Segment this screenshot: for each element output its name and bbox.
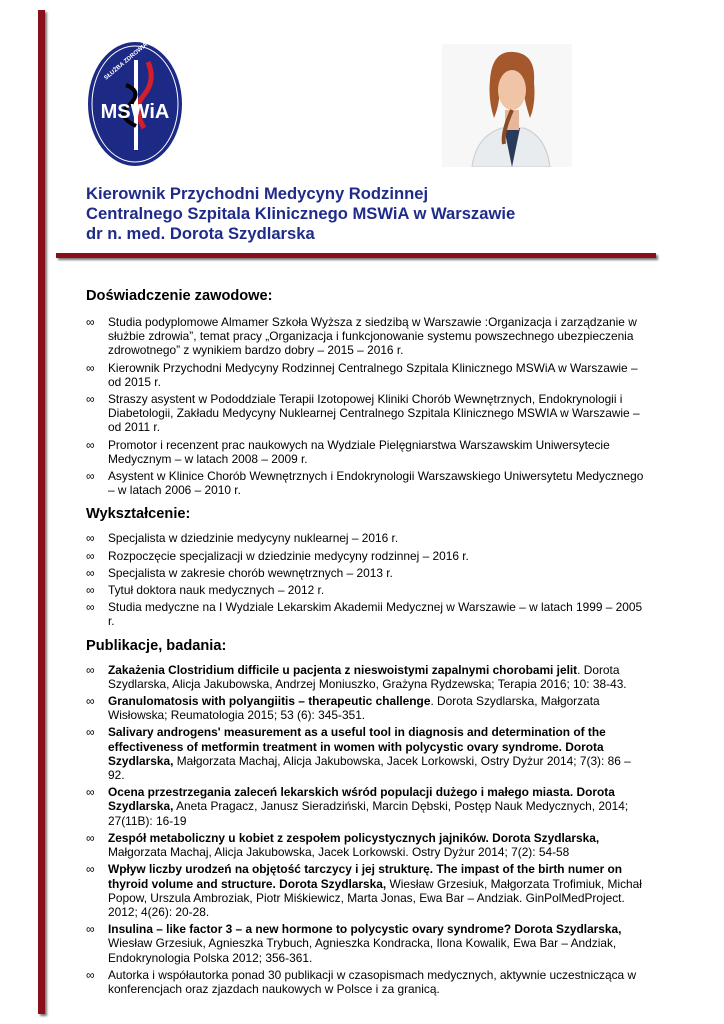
bullet-icon: ∞ [86,315,95,329]
publication-details: Małgorzata Machaj, Alicja Jakubowska, Jacek Lorkowski. Ostry Dyżur 2014; 7(2): 54-58 [108,845,570,860]
education-item-text: Tytuł doktora nauk medycznych – 2012 r. [108,583,325,598]
publication-details: Wiesław Grzesiuk, Agnieszka Trybuch, Agnieszka Kondracka, Ilona Kowalik, Ewa Bar – Andziak, Endokrynologia Polska 2012; 356-361. [108,936,617,965]
education-item-text: Specjalista w zakresie chorób wewnętrznych – 2013 r. [108,565,393,580]
publication-details: Małgorzata Machaj, Alicja Jakubowska, Jacek Lorkowski, Ostry Dyżur 2014; 7(3): 86 – 92. [108,753,631,783]
bullet-icon: ∞ [86,548,95,563]
publication-title: Insulina – like factor 3 – a new hormone to polycystic ovary syndrome? Dorota Szydlarska, [108,922,622,937]
experience-item [86,392,646,435]
doctor-portrait-photo [442,44,572,167]
publication-title: Ocena przestrzegania zaleceń lekarskich wśród populacji dużego i małego miasta. Dorota Szydlarska, [108,785,615,814]
bullet-icon: ∞ [86,437,95,452]
bullet-icon: ∞ [86,469,95,484]
bullet-icon: ∞ [86,694,95,709]
experience-section [86,287,646,497]
mswia-logo [86,40,184,168]
experience-item [86,315,646,358]
bullet-icon: ∞ [86,565,95,580]
publication-title: Wpływ liczby urodzeń na objętość tarczycy i jej strukturę. The impast of the birth numer on thyroid volume and structure. Dorota Szydlarska, [108,862,623,891]
publication-details: . Dorota Szydlarska, Alicja Jakubowska, Andrzej Moniuszko, Grażyna Rydzewska; Terapia 2016; 10: 38-43. [108,662,627,691]
publication-item [86,968,646,996]
education-item [86,549,646,563]
publication-title: Zespół metaboliczny u kobiet z zespołem policystycznych jajników. Dorota Szydlarska, [108,830,600,845]
bullet-icon: ∞ [86,583,95,598]
title-line-2: Centralnego Szpitala Klinicznego MSWiA w Warszawie [86,204,516,223]
experience-list [86,315,646,497]
title-line-1: Kierownik Przychodni Medycyny Rodzinnej [86,184,429,203]
bullet-icon: ∞ [86,922,95,937]
education-item-text: Specjalista w dziedzinie medycyny nuklearnej – 2016 r. [108,531,399,546]
education-section [86,505,646,628]
page-title [86,184,686,244]
publication-item [86,922,646,965]
bullet-icon: ∞ [86,600,95,615]
experience-item [86,438,646,466]
publication-details: . Dorota Szydlarska, Małgorzata Wisłowska; Reumatologia 2015; 53 (6): 345-351. [108,694,600,723]
publications-section [86,637,646,996]
bullet-icon: ∞ [86,725,95,740]
publication-item [86,725,646,782]
education-heading: Wykształcenie: [86,506,191,523]
publication-title: Granulomatosis with polyangiitis – therapeutic challenge [108,694,431,709]
experience-item-text: Studia podyplomowe Almamer Szkoła Wyższa z siedzibą w Warszawie :Organizacja i zarządzanie w służbie zdrowia”, temat pracy „Organizacja i funkcjonowanie systemu powszechnego ubezpieczenia zdrowotnego” z wynikiem bardzo dobry – 2015 – 2016 r. [108,315,637,358]
publication-details: Autorka i współautorka ponad 30 publikacji w czasopismach medycznych, aktywnie uczestnicząca w konferencjach oraz zjazdach naukowych w Polsce i za granicą. [108,967,637,996]
cv-content [86,287,646,1004]
experience-heading: Doświadczenie zawodowe: [86,288,273,304]
bullet-icon: ∞ [86,967,95,982]
education-item [86,583,646,597]
education-item-text: Studia medyczne na I Wydziale Lekarskim Akademii Medycznej w Warszawie – w latach 1999 – 2005 r. [108,600,643,629]
publication-item [86,831,646,859]
education-list [86,531,646,628]
publication-details: Wiesław Grzesiuk, Małgorzata Trofimiuk, Michał Popow, Urszula Ambroziak, Piotr Miśkiewicz, Marta Jonas, Ewa Bar – Andziak. GinPolMedProject. 2012; 4(26): 20-28. [108,876,642,919]
logo-arc-text: SŁUŻBA ZDROWIA [103,41,149,82]
left-decorative-bar [38,10,45,1014]
education-item [86,531,646,545]
publication-title: Salivary androgens' measurement as a useful tool in diagnosis and determination of the effectiveness of metformin treatment in women with polycystic ovary syndrome. Dorota Szydlarska, [108,725,606,768]
bullet-icon: ∞ [86,785,95,800]
logo-main-text: MSWiA [100,101,170,123]
experience-item [86,361,646,389]
title-line-3: dr n. med. Dorota Szydlarska [86,224,315,243]
bullet-icon: ∞ [86,360,95,375]
title-divider [56,253,656,258]
publication-item [86,694,646,722]
publications-heading: Publikacje, badania: [86,637,227,654]
education-item [86,600,646,628]
experience-item [86,469,646,497]
experience-item-text: Straszy asystent w Pododdziale Terapii Izotopowej Kliniki Chorób Wewnętrznych, Endokrynologii i Diabetologii, Zakładu Medycyny Nuklearnej Centralnego Szpitala Klinicznego MSWIA w Warszawie – od 2011 r. [108,392,640,435]
experience-item-text: Asystent w Klinice Chorób Wewnętrznych i Endokrynologii Warszawskiego Uniwersytetu Medycznego – w latach 2006 – 2010 r. [108,469,644,498]
experience-item-text: Kierownik Przychodni Medycyny Rodzinnej Centralnego Szpitala Klinicznego MSWiA w Warszawie – od 2015 r. [108,360,638,389]
publication-title: Zakażenia Clostridium difficile u pacjenta z nieswoistymi zapalnymi chorobami jelit [108,662,578,677]
bullet-icon: ∞ [86,862,95,877]
publication-item [86,862,646,919]
publication-item [86,785,646,828]
bullet-icon: ∞ [86,531,95,546]
bullet-icon: ∞ [86,830,95,845]
bullet-icon: ∞ [86,392,95,407]
bullet-icon: ∞ [86,662,95,677]
education-item [86,566,646,580]
experience-item-text: Promotor i recenzent prac naukowych na Wydziale Pielęgniarstwa Warszawskim Uniwersytecie Medycznym – w latach 2008 – 2009 r. [108,437,610,466]
publication-details: Aneta Pragacz, Janusz Sieradziński, Marcin Dębski, Postęp Nauk Medycznych, 2014; 27(11B): 16-19 [108,799,629,828]
education-item-text: Rozpoczęcie specjalizacji w dziedzinie medycyny rodzinnej – 2016 r. [108,548,469,563]
publications-list [86,663,646,996]
publication-item [86,663,646,691]
